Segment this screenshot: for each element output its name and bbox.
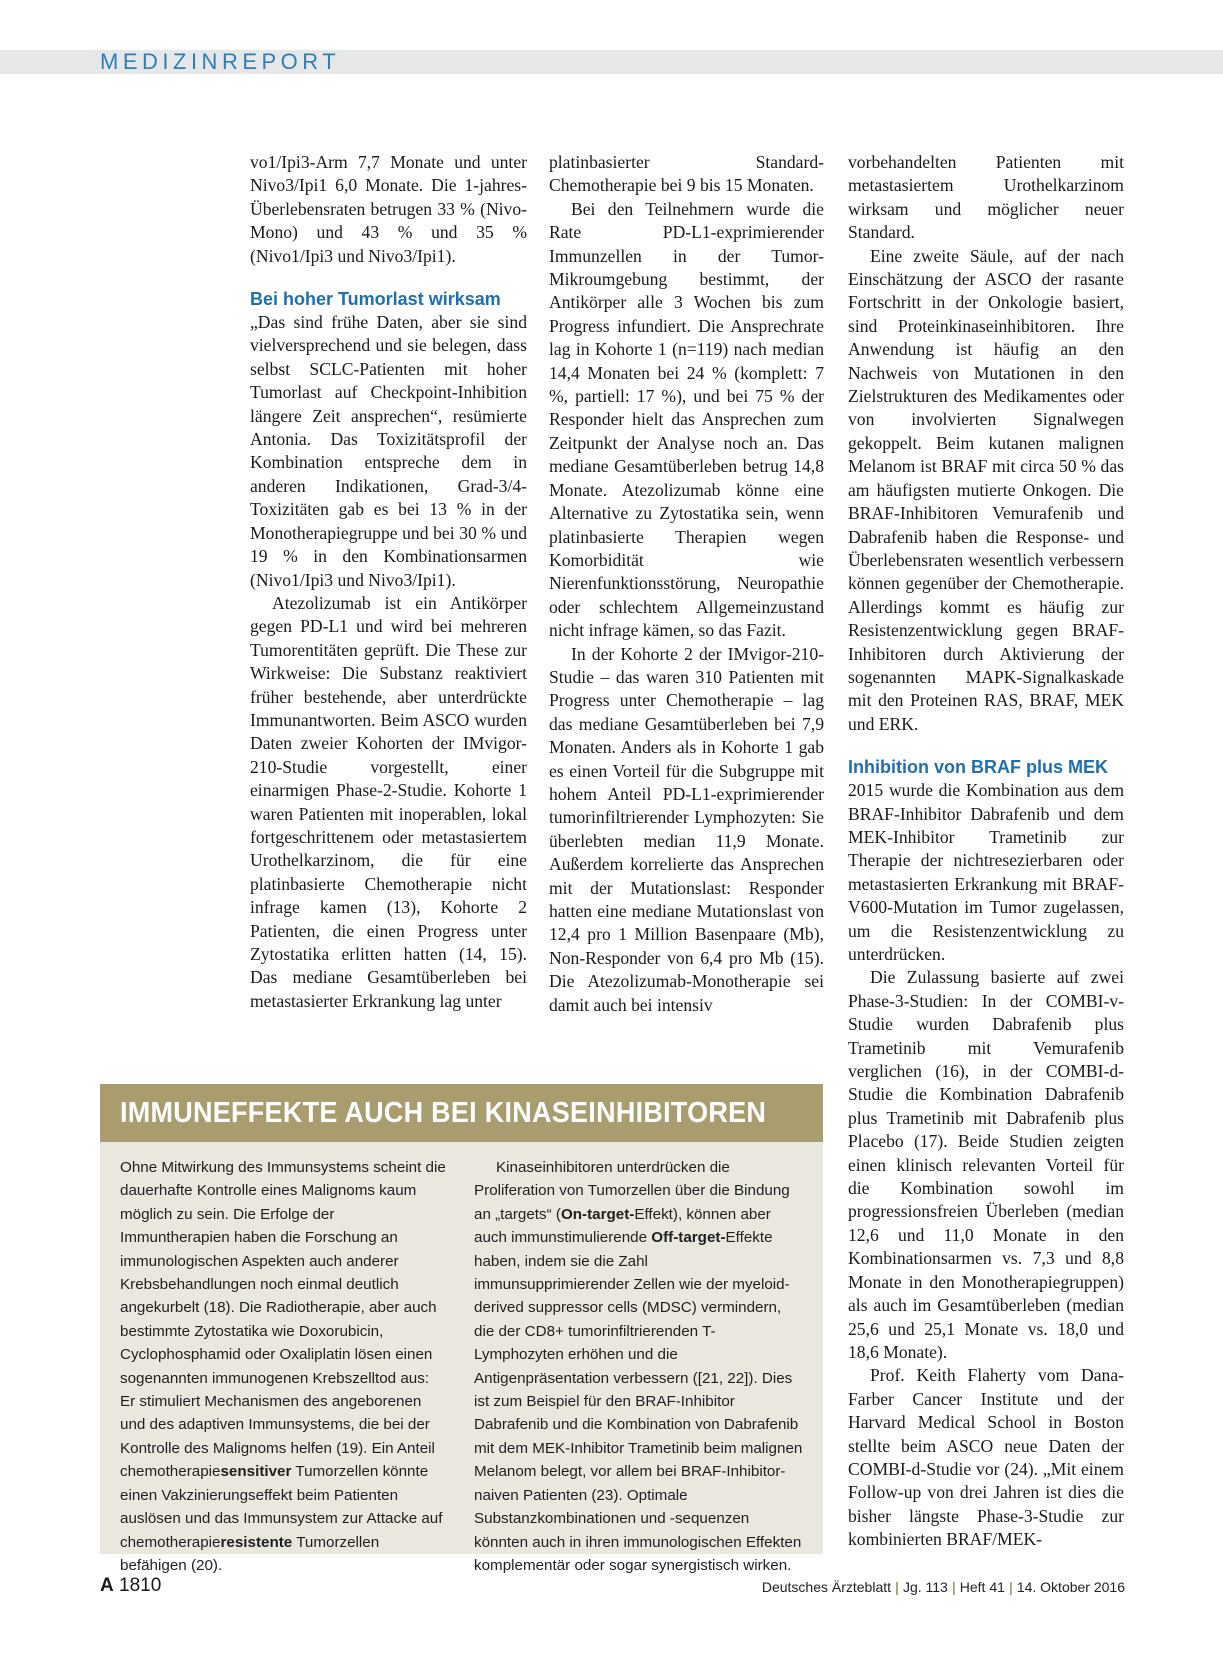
paragraph: 2015 wurde die Kombination aus dem BRAF-Inhibitor Dabrafenib und dem MEK-Inhibitor Trametinib zur Therapie der nichtresezierbaren oder metastasierten Erkrankung mit BRAF-V600-Mutation im Tumor zugelassen, um die Resistenzentwicklung zu unterdrücken. [848, 780, 1124, 964]
paragraph: „Das sind frühe Daten, aber sie sind vielversprechend und sie belegen, dass selbst SCLC-Patienten mit hoher Tumorlast auf Checkpoint-Inhibition längere Zeit ansprechen“, resümierte Antonia. Das Toxizitätsprofil der Kombination entspreche dem in anderen Indikationen, Grad-3/4-Toxizitäten gab es bei 13 % in der Monotherapiegruppe und bei 30 % und 19 % in den Kombinationsarmen (Nivo1/Ipi3 und Nivo3/Ipi1). [250, 312, 527, 590]
subheading: Inhibition von BRAF plus MEK [848, 757, 1108, 778]
info-box-column-2 [474, 1156, 804, 1577]
text-run: Effekt), können aber auch immunstimulierende [474, 1205, 771, 1247]
text-run: Kinaseinhibitoren unterdrücken die Proliferation von Tumorzellen über die Bindung an „targets“ ( [474, 1159, 790, 1223]
journal-issue: Heft 41 [959, 1579, 1005, 1595]
publication-date: 14. Oktober 2016 [1016, 1579, 1125, 1595]
paragraph: Eine zweite Säule, auf der nach Einschätzung der ASCO der rasante Fortschritt in der Onkologie basiert, sind Proteinkinaseinhibitoren. Ihre Anwendung ist häufig an den Nachweis von Mutationen in den Zielstrukturen des Medikamentes oder von involvierten Signalwegen gekoppelt. Beim kutanen malignen Melanom ist BRAF mit circa 50 % das am häufigsten mutierte Onkogen. Die BRAF-Inhibitoren Vemurafenib und Dabrafenib haben die Response- und Überlebensraten wesentlich verbessern können gegenüber der Chemotherapie. Allerdings kommt es häufig zur Resistenzentwicklung gegen BRAF-Inhibitoren durch Aktivierung der sogenannten MAPK-Signalkaskade mit den Proteinen RAS, BRAF, MEK und ERK. [848, 245, 1124, 734]
separator: | [895, 1579, 899, 1595]
paragraph: Die Zulassung basierte auf zwei Phase-3-Studien: In der COMBI-v-Studie wurden Dabrafenib plus Trametinib mit Vemurafenib verglichen (16), in der COMBI-d-Studie die Kombination Dabrafenib plus Trametinib mit Dabrafenib plus Placebo (17). Beide Studien zeigten einen klinisch relevanten Vorteil für die Kombination sowohl im progressionsfreien Überleben (median 12,6 und 11,0 Monate in den Kombinationsarmen vs. 7,3 und 8,8 Monate in den Monotherapiegruppen) als auch im Gesamtüberleben (median 25,6 und 25,1 Monate vs. 18,0 und 18,6 Monate). [848, 967, 1124, 1362]
text-run: Tumorzellen könnte einen Vakzinierungseffekt beim Patienten auslösen und das Immunsystem zur Attacke auf chemotherapie [120, 1463, 443, 1551]
bold-term: Off-target- [651, 1229, 726, 1247]
separator: | [1008, 1579, 1013, 1595]
page-letter: A [100, 1575, 114, 1596]
info-box-title: IMMUNEFFEKTE AUCH BEI KINASEINHIBITOREN [120, 1097, 767, 1129]
paragraph: platinbasierter Standard-Chemotherapie bei 9 bis 15 Monaten. [549, 152, 824, 196]
page-number [100, 1574, 161, 1598]
journal-info [762, 1577, 1125, 1597]
info-box-paragraph [474, 1156, 804, 1577]
paragraph: vo1/Ipi3-Arm 7,7 Monate und unter Nivo3/Ipi1 6,0 Monate. Die 1-jahres-Überlebensraten betrugen 33 % (Nivo-Mono) und 43 % und 35 % (Nivo1/Ipi3 und Nivo3/Ipi1). [250, 152, 527, 266]
paragraph: vorbehandelten Patienten mit metastasiertem Urothelkarzinom wirksam und möglicher neuer Standard. [848, 152, 1124, 243]
separator: | [951, 1579, 956, 1595]
bold-term: resistente [220, 1533, 293, 1551]
article-column-1 [250, 151, 527, 1013]
bold-term: On-target- [560, 1205, 635, 1223]
journal-volume: Jg. 113 [902, 1579, 948, 1595]
paragraph: Bei den Teilnehmern wurde die Rate PD-L1-exprimierender Immunzellen in der Tumor-Mikroumgebung bestimmt, der Antikörper alle 3 Wochen bis zum Progress infundiert. Die Ansprechrate lag in Kohorte 1 (n=119) nach median 14,4 Monaten bei 24 % (komplett: 7 %, partiell: 17 %), und bei 75 % der Responder hielt das Ansprechen zum Zeitpunkt der Analyse noch an. Das mediane Gesamtüberleben betrug 14,8 Monate. Atezolizumab könne eine Alternative zu Zytostatika sein, wenn platinbasierte Therapien wegen Komorbidität wie Nierenfunktionsstörung, Neuropathie oder schlechtem Allgemeinzustand nicht infrage kämen, so das Fazit. [549, 198, 824, 641]
info-box [100, 1084, 823, 1574]
section-label: MEDIZINREPORT [100, 49, 341, 74]
page-number-value: 1810 [119, 1575, 162, 1596]
text-run: Effekte haben, indem sie die Zahl immunsupprimierender Zellen wie der myeloid-derived suppressor cells (MDSC) vermindern, die der CD8+ tumorinfiltrierenden T-Lymphozyten erhöhen und die Antigenpräsentation verbessern ([21, 22]). Dies ist zum Beispiel für den BRAF-Inhibitor Dabrafenib und die Kombination von Dabrafenib mit dem MEK-Inhibitor Trametinib beim malignen Melanom belegt, vor allem bei BRAF-Inhibitor-naiven Patienten (23). Optimale Substanzkombinationen und -sequenzen könnten auch in ihren immunologischen Effekten komplementär oder sogar synergistisch wirken. [474, 1229, 803, 1574]
info-box-paragraph [120, 1156, 446, 1577]
journal-name: Deutsches Ärzteblatt [761, 1579, 892, 1595]
bold-term: sensitiver [220, 1463, 292, 1481]
text-run: Tumorzellen befähigen (20). [120, 1533, 380, 1574]
subheading: Bei hoher Tumorlast wirksam [250, 289, 501, 310]
info-box-column-1 [120, 1156, 446, 1577]
paragraph: In der Kohorte 2 der IMvigor-210-Studie – das waren 310 Patienten mit Progress unter Chemotherapie – lag das mediane Gesamtüberleben bei 7,9 Monaten. Anders als in Kohorte 1 gab es einen Vorteil für die Subgruppe mit hohem Anteil PD-L1-exprimierender tumorinfiltrierender Lymphozyten: Sie überlebten median 11,9 Monate. Außerdem korrelierte das Ansprechen mit der Mutationslast: Responder hatten eine mediane Mutationslast von 12,4 pro 1 Million Basenpaare (Mb), Non-Responder von 6,4 pro Mb (15). Die Atezolizumab-Monotherapie sei damit auch bei intensiv [549, 643, 824, 1015]
paragraph: Atezolizumab ist ein Antikörper gegen PD-L1 und wird bei mehreren Tumorentitäten geprüft. Die These zur Wirkweise: Die Substanz reaktiviert früher bestehende, aber unterdrückte Immunantworten. Beim ASCO wurden Daten zweier Kohorten der IMvigor-210-Studie vorgestellt, einer einarmigen Phase-2-Studie. Kohorte 1 waren Patienten mit inoperablen, lokal fortgeschrittenem oder metastasiertem Urothelkarzinom, die für eine platinbasierte Chemotherapie nicht infrage kamen (13), Kohorte 2 Patienten, die einen Progress unter Zytostatika erlitten hatten (14, 15). Das mediane Gesamtüberleben bei metastasierter Erkrankung lag unter [250, 592, 527, 1011]
article-column-3 [848, 151, 1124, 1552]
article-column-2 [549, 151, 824, 1017]
paragraph: Prof. Keith Flaherty vom Dana-Farber Cancer Institute und der Harvard Medical School in Boston stellte beim ASCO neue Daten der COMBI-d-Studie vor (24). „Mit einem Follow-up von drei Jahren ist dies die bisher längste Phase-3-Studie zur kombinierten BRAF/MEK- [848, 1365, 1124, 1550]
info-box-header [100, 1084, 823, 1142]
text-run: Ohne Mitwirkung des Immunsystems scheint die dauerhafte Kontrolle eines Malignoms kaum möglich zu sein. Die Erfolge der Immuntherapien haben die Forschung an immunologischen Aspekten auch anderer Krebsbehandlungen noch einmal deutlich angekurbelt (18). Die Radiotherapie, aber auch bestimmte Zytostatika wie Doxorubicin, Cyclophosphamid oder Oxaliplatin lösen einen sogenannten immunogenen Krebszelltod aus: Er stimuliert Mechanismen des angeborenen und des adaptiven Immunsystems, die bei der Kontrolle des Malignoms helfen (19). Ein Anteil chemotherapie [120, 1159, 446, 1481]
